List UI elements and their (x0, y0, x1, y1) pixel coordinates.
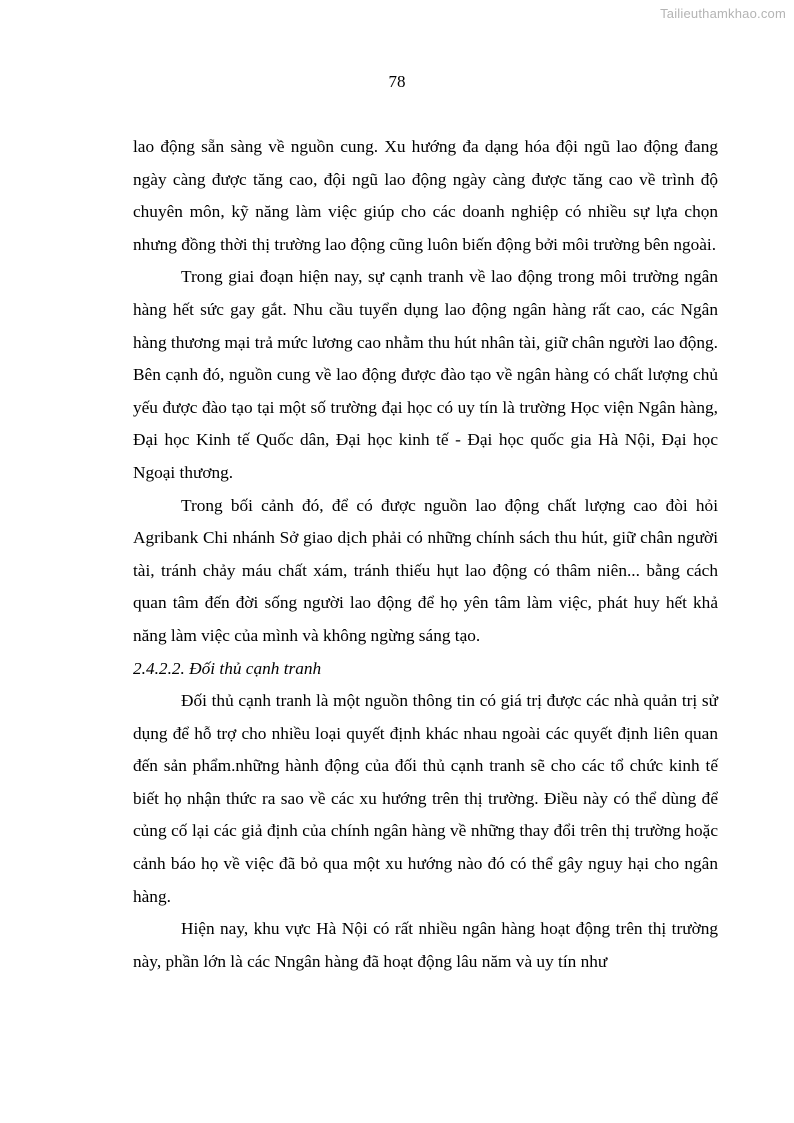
paragraph-labor-competition: Trong giai đoạn hiện nay, sự cạnh tranh về lao động trong môi trường ngân hàng hết sức gay gắt. Nhu cầu tuyển dụng lao động ngân hàng rất cao, các Ngân hàng thương mại trả mức lương cao nhằm thu hút nhân tài, giữ chân người lao động. Bên cạnh đó, nguồn cung về lao động được đào tạo về ngân hàng có chất lượng chủ yếu được đào tạo tại một số trường đại học có uy tín là trường Học viện Ngân hàng, Đại học Kinh tế Quốc dân, Đại học kinh tế - Đại học quốc gia Hà Nội, Đại học Ngoại thương. (133, 267, 718, 482)
page-number: 78 (388, 72, 406, 91)
section-heading: 2.4.2.2. Đối thủ cạnh tranh (133, 658, 322, 678)
paragraph-context: Trong bối cảnh đó, để có được nguồn lao động chất lượng cao đòi hỏi Agribank Chi nhánh Sở giao dịch phải có những chính sách thu hút, giữ chân người tài, tránh chảy máu chất xám, tránh thiếu hụt lao động có thâm niên... bằng cách quan tâm đến đời sống người lao động để họ yên tâm làm việc, phát huy hết khả năng làm việc của mình và không ngừng sáng tạo. (133, 495, 718, 645)
document-body (133, 131, 718, 978)
paragraph-labor-supply: lao động sẵn sàng về nguồn cung. Xu hướng đa dạng hóa đội ngũ lao động đang ngày càng được tăng cao, đội ngũ lao động ngày càng được tăng cao về trình độ chuyên môn, kỹ năng làm việc giúp cho các doanh nghiệp có nhiều sự lựa chọn nhưng đồng thời thị trường lao động cũng luôn biến động bởi môi trường bên ngoài. (133, 137, 718, 254)
watermark: Tailieuthamkhao.com (660, 6, 786, 21)
paragraph-competitors: Đối thủ cạnh tranh là một nguồn thông tin có giá trị được các nhà quản trị sử dụng để hỗ trợ cho nhiều loại quyết định khác nhau ngoài các quyết định liên quan đến sản phẩm.những hành động của đối thủ cạnh tranh sẽ cho các tổ chức kinh tế biết họ nhận thức ra sao về các xu hướng trên thị trường. Điều này có thể dùng để củng cố lại các giả định của chính ngân hàng về những thay đổi trên thị trường hoặc cảnh báo họ về việc đã bỏ qua một xu hướng nào đó có thể gây nguy hại cho ngân hàng. (133, 691, 718, 906)
paragraph-hanoi-banks: Hiện nay, khu vực Hà Nội có rất nhiều ngân hàng hoạt động trên thị trường này, phần lớn là các Nngân hàng đã hoạt động lâu năm và uy tín như (133, 919, 718, 971)
